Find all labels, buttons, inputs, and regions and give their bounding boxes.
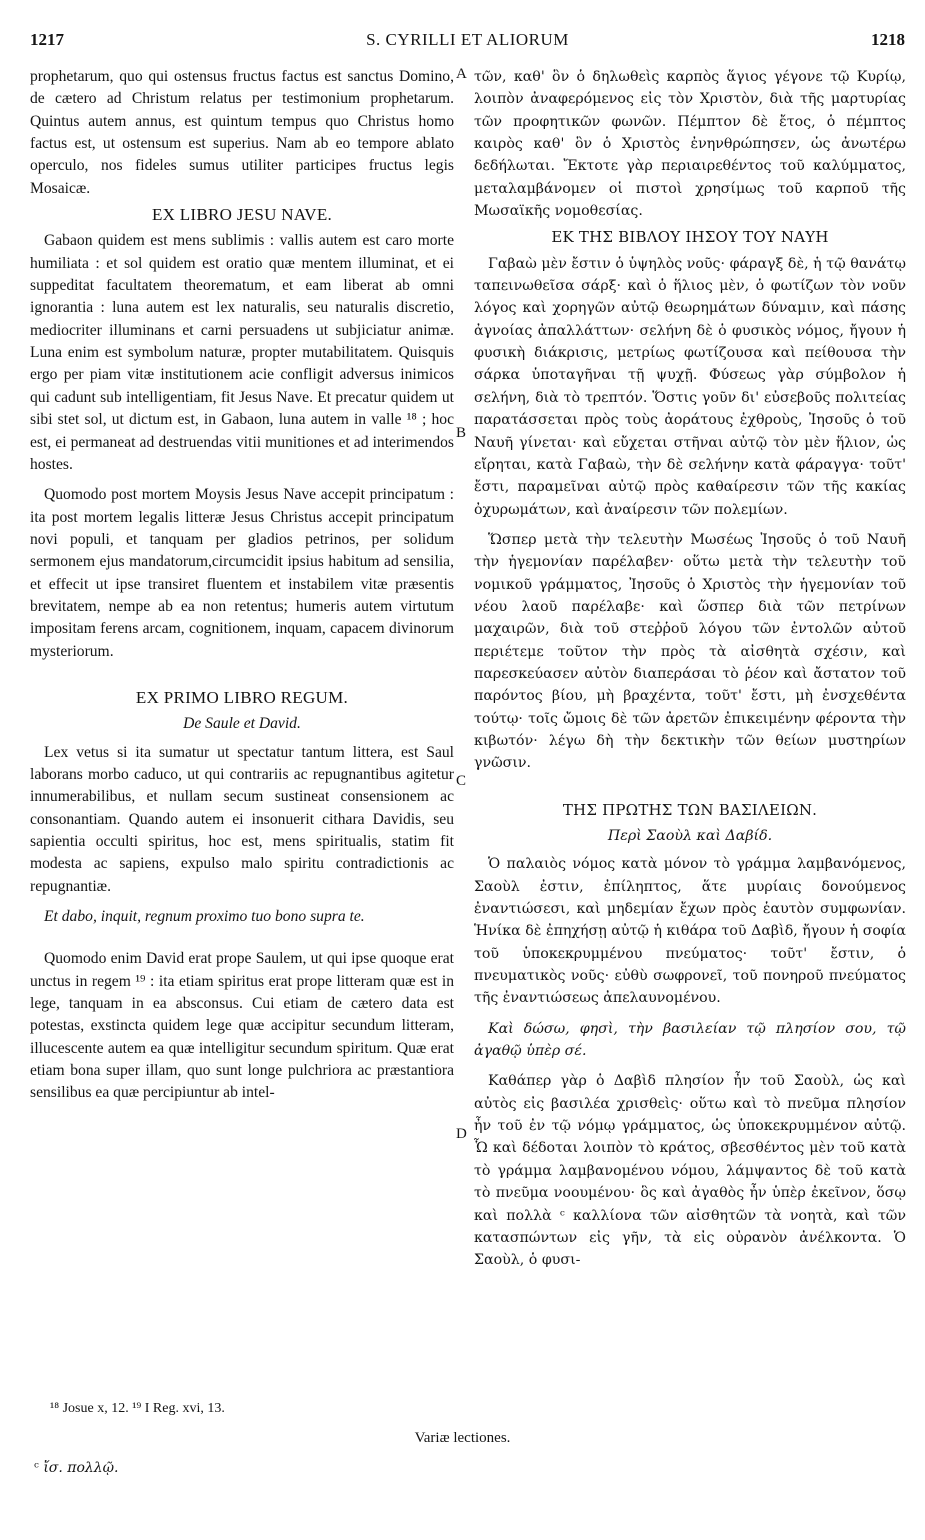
latin-paragraph-4: Quomodo enim David erat prope Saulem, ut qui ipse quoque erat unctus in regem ¹⁹ : ita etiam spiritus erat prope litteram quæ est in lege, tanquam in ea absconsus. Cui etiam de cætero data est potestas, exstincta quidem lege quæ accipitur secundum litteram, illucescente autem ea quæ intelligitur secundum spiritum. Quæ erat etiam bona super illam, quo sunt longe pulchriora ac præstantiora sensilibus ea quæ percipiuntur ab intel-: [30, 950, 454, 1102]
greek-heading-regum: ΤΗΣ ΠΡΩΤΗΣ ΤΩΝ ΒΑΣΙΛΕΙΩΝ.: [562, 800, 818, 819]
greek-paragraph-4: Καθάπερ γὰρ ὁ Δαβὶδ πλησίον ἦν τοῦ Σαοὺλ, ὡς καὶ αὐτὸς εἰς βασιλέα χρισθεὶς· οὕτω καὶ τὸ πνεῦμα πλησίον ἦν τοῦ ἐν τῷ νόμῳ γράμματος, ὡς ὑποκεκρυμμένον αὐτῷ. Ὧ καὶ δέδοται λοιπὸν τὸ κράτος, σβεσθέντος μὲν τοῦ κατὰ τὸ γράμμα λαμβανομένου νόμου, λάμψαντος δὲ τοῦ κατὰ τὸ πνεῦμα νοουμένου· ὃς καὶ ἀγαθὸς ἦν ὑπὲρ ἐκεῖνον, ὅσῳ καὶ πολλὰ ᶜ καλλίονα τῶν αἰσθητῶν τὰ νοητὰ, καὶ τῶν κατασπώντων εἰς γῆν, τὰ εἰς οὐρανὸν ἀνέλκοντα. Ὁ Σαοὺλ, ὁ φυσι-: [474, 1073, 906, 1269]
greek-column: [474, 66, 906, 1272]
greek-paragraph-3: Ὁ παλαιὸς νόμος κατὰ μόνον τὸ γράμμα λαμβανόμενος, Σαοὺλ ἐστιν, ἐπίληπτος, ἅτε μυρίαις δονούμενος ἐναντιώσεσι, καὶ μηδεμίαν ἔχων πρὸς ἑαυτὸν συμφωνίαν. Ἡνίκα δὲ ἐπηχήσῃ αὐτῷ ἡ κιθάρα τοῦ Δαβὶδ, ἤγουν ἡ σοφία τοῦ ὑποκεκρυμμένου πνεύματος· τοῦτ' ἔστιν, ὁ πνευματικὸς νοῦς· εὐθὺ σωφρονεῖ, τοῦ πονηροῦ πνεύματος τῆς ἐναντιώσεως ἀπελαυνομένου.: [474, 856, 906, 1007]
margin-marker-b: B: [456, 425, 467, 441]
page-header: [30, 30, 905, 58]
greek-subheading: Περὶ Σαοὺλ καὶ Δαβίδ.: [607, 828, 773, 844]
footnotes: ¹⁸ Josue x, 12. ¹⁹ I Reg. xvi, 13.: [50, 1401, 225, 1416]
greek-heading-jesu-nave: ΕΚ ΤΗΣ ΒΙΒΛΟΥ ΙΗΣΟΥ ΤΟΥ ΝΑΥΗ: [551, 228, 829, 247]
margin-marker-a: A: [456, 66, 467, 82]
latin-paragraph-2: Quomodo post mortem Moysis Jesus Nave accepit principatum : ita post mortem legalis litteræ Jesus Christus accepit principatum novi populi, et tanquam per gladios petrinos, per solidum sermonem ejus mandatorum,circumcidit ipsius habitum ad sensilia, et effecit ut ipse transiret fluentem et instabilem vitæ præsentis brevitatem, nempe ab ea non retentus; humeris autem virtutum impositam ferens arcam, cognitionem, inquam, capacem divinorum mysteriorum.: [30, 486, 454, 660]
latin-subheading: De Saule et David.: [183, 715, 301, 733]
greek-verse: Καὶ δώσω, φησὶ, τὴν βασιλείαν τῷ πλησίον σου, τῷ ἀγαθῷ ὑπὲρ σέ.: [474, 1020, 906, 1060]
variae-note-text: ἴσ. πολλῷ.: [43, 1460, 119, 1476]
greek-paragraph-1: Γαβαὼ μὲν ἔστιν ὁ ὑψηλὸς νοῦς· φάραγξ δὲ, ἡ τῷ θανάτῳ ταπεινωθεῖσα σάρξ· καὶ ὁ ἥλιος μὲν, ὁ φωτίζων τὸν νοῦν λόγος καὶ χορηγῶν αὐτῷ θεωρημάτων δύναμιν, καὶ πάσης ἀγνοίας ἀπαλλάττων· σελήνη δὲ ὁ φυσικὸς νόμος, ἤγουν ἡ φυσικὴ διάκρισις, μετρίως φωτίζουσα καὶ πείθουσα τὴν σάρκα ὑποταγῆναι τῇ ψυχῇ. Φύσεως γὰρ σύμβολον ἡ σελήνη, διὰ τὸ τρεπτόν. Ὅστις γοῦν δι' εὐσεβοῦς πολιτείας παρατάσσεται πρὸς τοὺς ἀοράτους ἐχθροὺς, Ἰησοῦς ὁ τοῦ Ναυῆ γίνεται· καὶ εὔχεται στῆναι αὐτῷ τὸν μὲν ἥλιον, ὡς εἴρηται, κατὰ Γαβαὼ, τὴν δὲ σελήνην κατὰ φάραγγα· τοῦτ' ἔστι, παραμεῖναι αὐτῷ πρὸς καθαίρεσιν τῶν τῆς κακίας ὀχυρωμάτων, καὶ ἀναίρεσιν τῶν πολεμίων.: [474, 255, 906, 518]
margin-marker-d: D: [456, 1126, 467, 1142]
greek-paragraph-2: Ὥσπερ μετὰ τὴν τελευτὴν Μωσέως Ἰησοῦς ὁ τοῦ Ναυῆ τὴν ἡγεμονίαν παρέλαβεν· οὕτω μετὰ τὴν τελευτὴν τοῦ νομικοῦ γράμματος, Ἰησοῦς ὁ Χριστὸς τὴν ἡγεμονίαν τοῦ νέου λαοῦ παρέλαβε· καὶ ὥσπερ διὰ τῶν πετρίνων μαχαιρῶν, διὰ τοῦ στεῤῥοῦ λόγου τῶν ἐντολῶν αὐτοῦ περιέτεμε τοῦτον τὴν πρὸς τὰ αἰσθητὰ σχέσιν, καὶ παρεσκεύασεν αὐτὸν διαπεράσαι τὸ ῥέον καὶ ἄστατον τοῦ παρόντος βίου, μὴ βραχέντα, τοῦτ' ἔστι, μὴ ἐνσχεθέντα τούτῳ· τοῖς ὤμοις δὲ τῶν ἀρετῶν ἐπικειμένην φέροντα τὴν κιβωτόν· λέγω δὴ τὴν δεκτικὴν τῶν θείων μυστηρίων γνῶσιν.: [474, 531, 906, 772]
latin-paragraph-3: Lex vetus si ita sumatur ut spectatur tantum littera, est Saul laborans morbo caduco, ut qui contrariis ac repugnantibus agitetur innumerabilibus, et nullam secum sustineat consensionem ac consonantiam. Quando autem ei insonuerit cithara Davidis, seu sapientia occulti spiritus, hoc est, mens spiritualis, statim fit modesta ac sapiens, expulso malo spiritu contradictionis ac repugnantiæ.: [30, 743, 454, 895]
greek-intro: τῶν, καθ' ὃν ὁ δηλωθεὶς καρπὸς ἅγιος γέγονε τῷ Κυρίῳ, λοιπὸν ἀναφερόμενος εἰς τὸν Χριστὸν, διὰ τῆς μαρτυρίας τῶν προφητικῶν φωνῶν. Πέμπτον δὲ ἔτος, ὁ πέμπτος καιρὸς καθ' ὃν ὁ Χριστὸς ἐνηνθρώπησεν, ὡς ἀνωτέρω δεδήλωται. Ἔκτοτε γὰρ περιαιρεθέντος τοῦ καλύμματος, μεταλαμβάνομεν οἱ πιστοὶ χρησίμως τοῦ καρποῦ τῆς Μωσαϊκῆς νομοθεσίας.: [474, 69, 906, 220]
page-number-left: 1217: [30, 30, 64, 49]
variae-lectiones-note: [34, 1460, 119, 1476]
latin-heading-jesu-nave: EX LIBRO JESU NAVE.: [151, 205, 333, 225]
latin-paragraph-1: Gabaon quidem est mens sublimis : vallis autem est caro morte humiliata : et sol quidem est oratio quæ mentem illuminat, et ei suppeditat facultatem theorematum, et eam liberat ab omni ignorantia : luna autem est lex naturalis, seu naturalis discretio, mediocriter illuminans et carni persuadens ut subjiciatur animæ. Luna enim est symbolum naturæ, propter mutabilitatem. Quisquis ergo per piam vitæ institutionem acie confligit adversus inimicos qui cadunt sub intelligentiam, fit Jesus Nave. Et precatur quidem ut sibi stet sol, ut dictum est, in Gabaon, luna autem in valle ¹⁸ ; hoc est, ei permaneat ad destruendas vitii munitiones et ad interimendos hostes.: [30, 232, 454, 473]
latin-intro: prophetarum, quo qui ostensus fructus factus est sanctus Domino, de cætero ad Christum relatus per testimonium prophetarum. Quintus autem annus, est quintum tempus quo Christus homo factus est, ut ostensum est superius. Nam ab eo tempore ablato operculo, nos fideles sumus utiliter participes fructus legis Mosaicæ.: [30, 68, 454, 197]
latin-column: [30, 66, 454, 1105]
running-title: S. CYRILLI ET ALIORUM: [366, 30, 569, 49]
variae-note-marker: ᶜ: [34, 1460, 39, 1476]
latin-verse: Et dabo, inquit, regnum proximo tuo bono supra te.: [44, 908, 365, 926]
latin-heading-regum: EX PRIMO LIBRO REGUM.: [135, 687, 349, 707]
margin-marker-c: C: [456, 773, 467, 789]
variae-lectiones-title: Variæ lectiones.: [414, 1430, 511, 1446]
page-number-right: 1218: [871, 30, 905, 49]
